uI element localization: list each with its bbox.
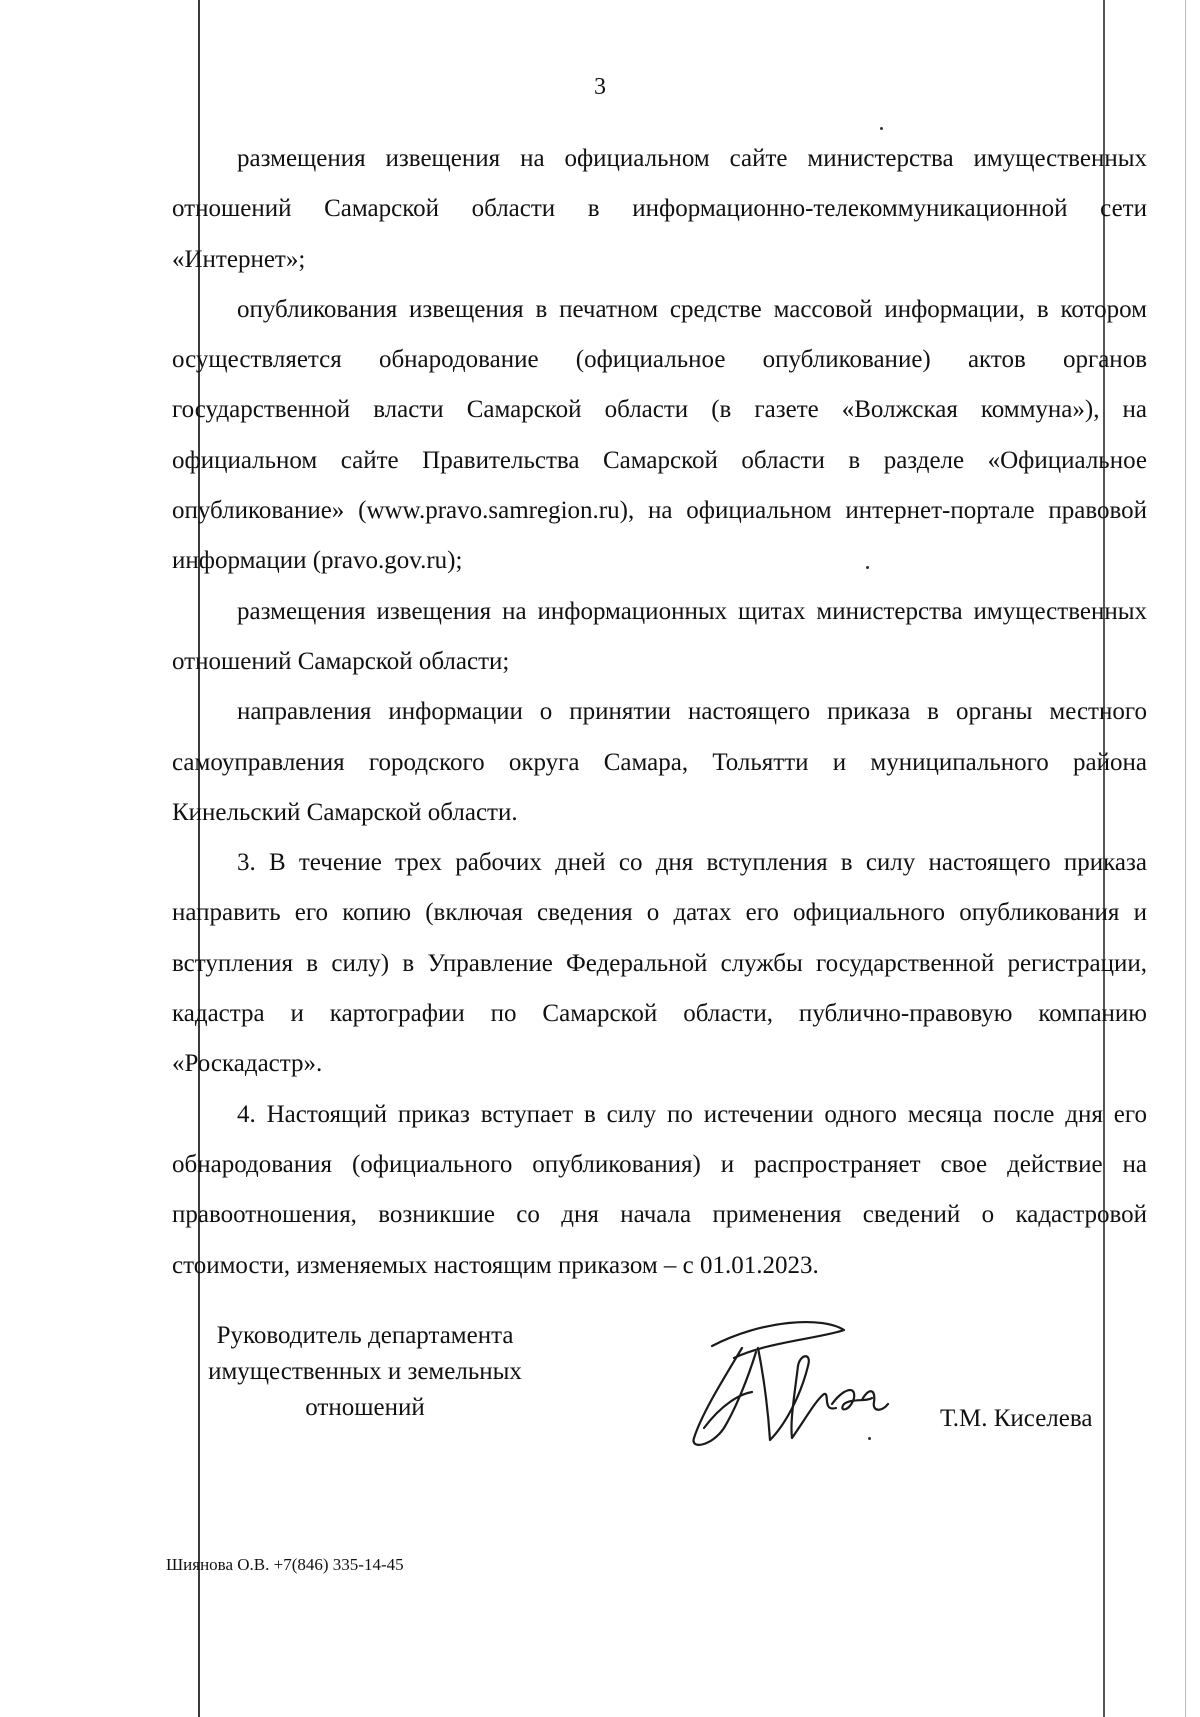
- document-body: [172, 134, 1147, 1291]
- signature-block: [150, 1318, 580, 1426]
- paragraph: опубликования извещения в печатном средстве массовой информации, в котором осуществляется обнародование (официальное опубликование) актов органов государственной власти Самарской области (в газете «Волжская коммуна»), на официальном сайте Правительства Самарской области в разделе «Официальное опубликование» (www.pravo.samregion.ru), на официальном интернет-портале правовой информации (pravo.gov.ru);: [172, 295, 1147, 575]
- paragraph: размещения извещения на официальном сайте министерства имущественных отношений Самарской области в информационно-телекоммуникационной сети «Интернет»;: [172, 145, 1147, 273]
- page-number: 3: [594, 74, 606, 100]
- paragraph: 3. В течение трех рабочих дней со дня вступления в силу настоящего приказа направить его копию (включая сведения о датах его официального опубликования и вступления в силу) в Управление Федеральной службы государственной регистрации, кадастра и картографии по Самарской области, публично-правовую компанию «Роскадастр».: [172, 849, 1147, 1078]
- paragraph: направления информации о принятии настоящего приказа в органы местного самоуправления городского округа Самара, Тольятти и муниципального района Кинельский Самарской области.: [172, 698, 1147, 826]
- handwritten-signature: [672, 1308, 892, 1458]
- scan-line-edge: [1185, 0, 1186, 1717]
- signer-name: Т.М. Киселева: [940, 1405, 1093, 1432]
- executor-contact: Шиянова О.В. +7(846) 335-14-45: [166, 1555, 404, 1574]
- paragraph: размещения извещения на информационных щитах министерства имущественных отношений Самарской области;: [172, 597, 1147, 675]
- paragraph: 4. Настоящий приказ вступает в силу по истечении одного месяца после дня его обнародования (официального опубликования) и распространяет свое действие на правоотношения, возникшие со дня начала применения сведений о кадастровой стоимости, изменяемых настоящим приказом – с 01.01.2023.: [172, 1100, 1147, 1279]
- signer-title: Руководитель департамента имущественных и земельных отношений: [208, 1322, 522, 1421]
- scan-speck: [880, 127, 883, 130]
